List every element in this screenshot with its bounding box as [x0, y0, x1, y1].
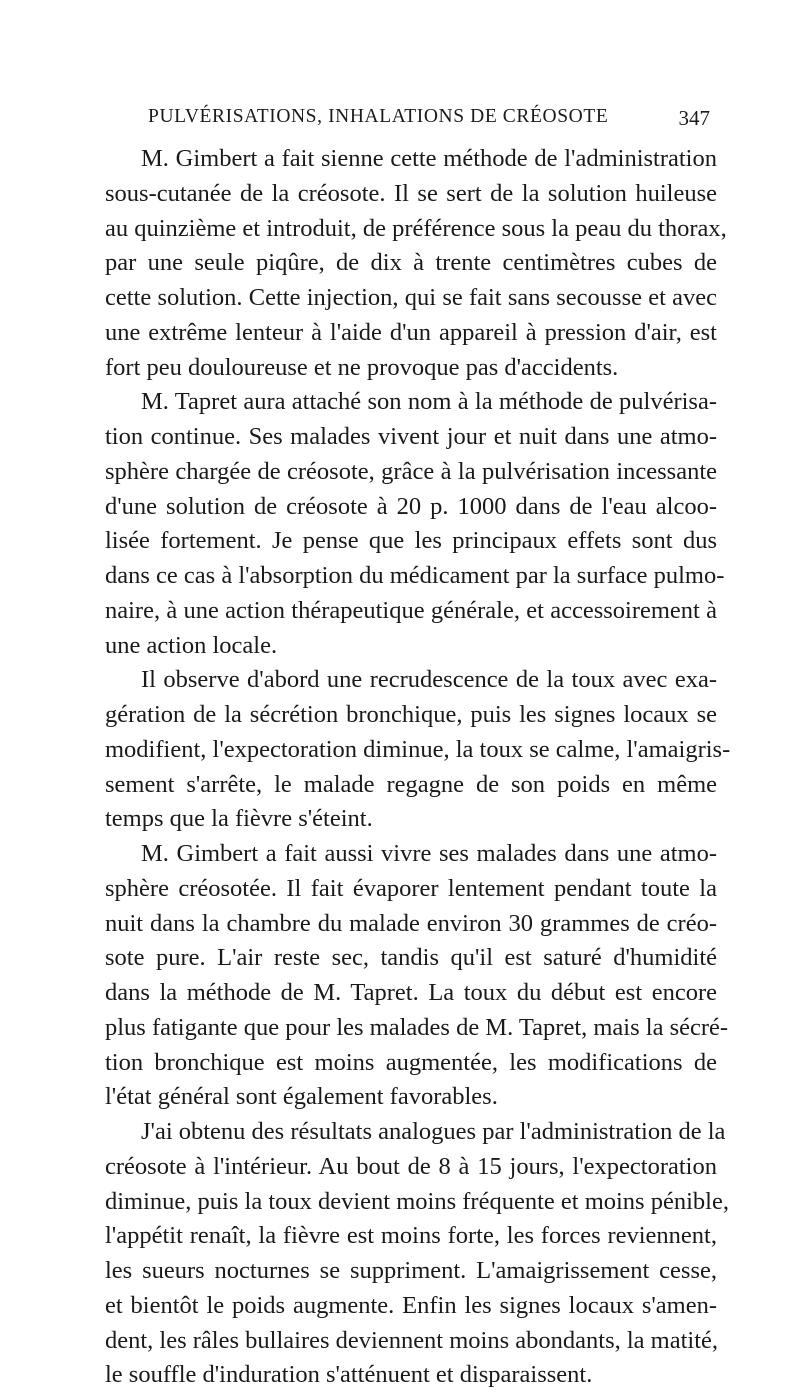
text-line: d'une solution de créosote à 20 p. 1000 dans de l'eau alcoo- [105, 492, 717, 520]
text-line: l'état général sont également favorables. [105, 1083, 498, 1111]
text-line: sous-cutanée de la créosote. Il se sert de la solution huileuse [105, 179, 717, 207]
text-line: créosote à l'intérieur. Au bout de 8 à 15 jours, l'expectoration [105, 1152, 717, 1180]
text-line: le souffle d'induration s'atténuent et disparaissent. [105, 1361, 593, 1389]
text-line: M. Tapret aura attaché son nom à la méthode de pulvérisa- [141, 388, 717, 416]
text-line: sement s'arrête, le malade regagne de son poids en même [105, 770, 717, 798]
page-number: 347 [678, 106, 710, 130]
text-line: lisée fortement. Je pense que les principaux effets sont dus [105, 527, 717, 555]
text-line: l'appétit renaît, la fièvre est moins forte, les forces reviennent, [105, 1222, 717, 1250]
text-line: temps que la fièvre s'éteint. [105, 805, 373, 833]
text-line: Il observe d'abord une recrudescence de la toux avec exa- [141, 666, 717, 694]
text-line: M. Gimbert a fait sienne cette méthode de l'administration [141, 145, 717, 172]
text-line: sphère créosotée. Il fait évaporer lentement pendant toute la [105, 874, 717, 902]
text-line: diminue, puis la toux devient moins fréquente et moins pénible, [105, 1187, 729, 1215]
text-line: dans ce cas à l'absorption du médicament par la surface pulmo- [105, 562, 725, 589]
text-line: une action locale. [105, 631, 278, 659]
body-text [105, 142, 731, 1393]
text-line: gération de la sécrétion bronchique, puis les signes locaux se [105, 701, 717, 728]
text-line: tion bronchique est moins augmentée, les modifications de [105, 1048, 717, 1076]
text-line: naire, à une action thérapeutique générale, et accessoirement à [105, 596, 717, 624]
text-line: cette solution. Cette injection, qui se fait sans secousse et avec [105, 284, 717, 311]
running-title: PULVÉRISATIONS, INHALATIONS DE CRÉOSOTE [148, 106, 609, 127]
text-line: les sueurs nocturnes se suppriment. L'amaigrissement cesse, [105, 1257, 717, 1284]
running-head [148, 106, 710, 136]
text-line: plus fatigante que pour les malades de M. Tapret, mais la sécré- [105, 1013, 729, 1041]
text-line: nuit dans la chambre du malade environ 30 grammes de créo- [105, 909, 717, 937]
text-line: sphère chargée de créosote, grâce à la pulvérisation incessante [105, 457, 717, 485]
text-line: par une seule piqûre, de dix à trente centimètres cubes de [105, 249, 717, 277]
text-line: sote pure. L'air reste sec, tandis qu'il est saturé d'humidité [105, 944, 717, 972]
text-line: modifient, l'expectoration diminue, la toux se calme, l'amaigris- [105, 735, 731, 763]
text-line: dans la méthode de M. Tapret. La toux du début est encore [105, 979, 717, 1006]
text-line: J'ai obtenu des résultats analogues par l'administration de la [141, 1118, 726, 1145]
text-line: dent, les râles bullaires deviennent moins abondants, la matité, [105, 1326, 719, 1354]
text-line: M. Gimbert a fait aussi vivre ses malades dans une atmo- [141, 840, 717, 867]
text-line: au quinzième et introduit, de préférence sous la peau du thorax, [105, 214, 727, 242]
text-line: fort peu douloureuse et ne provoque pas d'accidents. [105, 353, 619, 381]
text-line: tion continue. Ses malades vivent jour et nuit dans une atmo- [105, 423, 717, 450]
text-line: et bientôt le poids augmente. Enfin les signes locaux s'amen- [105, 1291, 717, 1319]
text-line: une extrême lenteur à l'aide d'un appareil à pression d'air, est [105, 318, 717, 346]
